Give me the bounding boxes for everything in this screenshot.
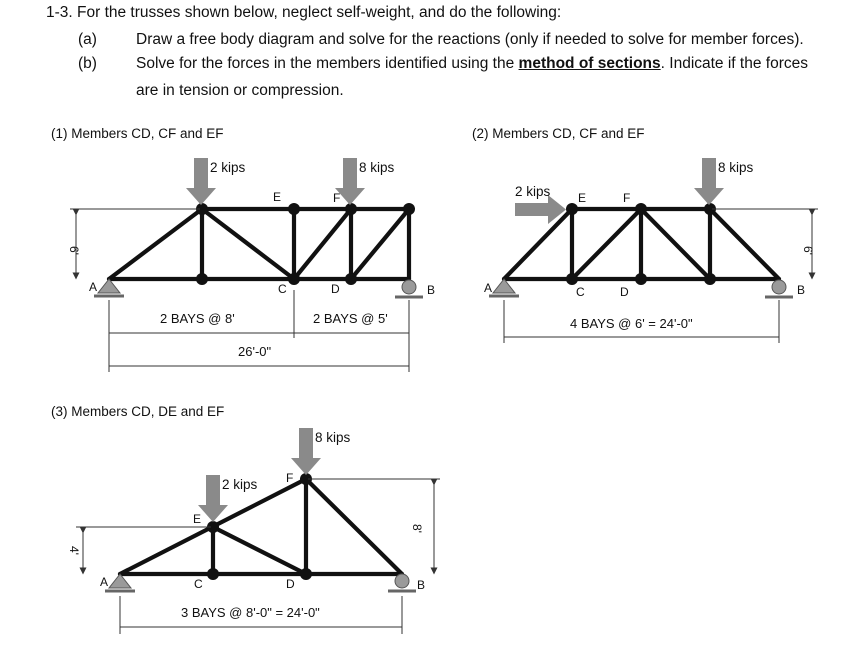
truss-3-node-d-label: D	[286, 577, 295, 591]
truss-1-node-e-label: E	[273, 190, 282, 204]
part-a-text: Draw a free body diagram and solve for the reactions (only if needed to solve for member forces).	[136, 31, 804, 48]
truss-3-right-height-label: 8'	[410, 524, 424, 533]
truss-2-members	[504, 209, 779, 279]
joint	[403, 203, 415, 215]
truss-2-vertical-load-label: 8 kips	[718, 160, 754, 175]
truss-1-node-f-label: F	[333, 191, 341, 205]
truss-2-pin-support-a	[489, 279, 519, 296]
truss-2	[472, 126, 818, 343]
joint-f	[345, 203, 357, 215]
joint-c	[566, 273, 578, 285]
truss-1-node-d-label: D	[331, 282, 340, 296]
truss-1-load-left-label: 2 kips	[210, 160, 246, 175]
truss-2-node-f-label: F	[623, 191, 631, 205]
truss-1-member-a-top	[109, 209, 202, 279]
part-b-label: (b)	[78, 55, 97, 72]
part-b-text-1: Solve for the forces in the members identified using the	[136, 55, 519, 72]
truss-3-top-chord-right	[306, 479, 402, 574]
truss-2-horizontal-load-label: 2 kips	[515, 184, 551, 199]
truss-2-node-b-label: B	[797, 283, 806, 297]
part-b-text-3: are in tension or compression.	[136, 82, 344, 99]
truss-2-node-d-label: D	[620, 285, 629, 299]
truss-3-pin-support-a	[105, 574, 135, 591]
truss-3-node-c-label: C	[194, 577, 203, 591]
joint-e	[566, 203, 578, 215]
joint-e	[288, 203, 300, 215]
truss-1-members	[109, 209, 409, 279]
truss-2-title: (2) Members CD, CF and EF	[472, 126, 645, 141]
joint-c	[288, 273, 300, 285]
joint	[704, 273, 716, 285]
truss-3-load-top-label: 8 kips	[315, 430, 351, 445]
truss-1-bays-right-label: 2 BAYS @ 5'	[313, 311, 388, 326]
truss-3-member-de	[213, 527, 306, 574]
truss-2-member-cf	[572, 209, 641, 279]
truss-1-height-label: 6'	[67, 246, 81, 255]
truss-1-load-right-label: 8 kips	[359, 160, 395, 175]
truss-2-node-e-label: E	[578, 191, 587, 205]
part-b-text-2: . Indicate if the forces	[660, 55, 808, 72]
truss-2-roller-support-b	[765, 280, 793, 297]
truss-3-bays-label: 3 BAYS @ 8'-0" = 24'-0"	[181, 605, 320, 620]
truss-1-diagonal-right	[351, 209, 409, 279]
truss-1-title: (1) Members CD, CF and EF	[51, 126, 224, 141]
truss-2-diagonal	[641, 209, 710, 279]
truss-1-node-a-label: A	[89, 280, 98, 294]
truss-1-node-b-label: B	[427, 283, 436, 297]
joint-d	[300, 568, 312, 580]
truss-3-load-left-label: 2 kips	[222, 477, 258, 492]
truss-2-bays-label: 4 BAYS @ 6' = 24'-0"	[570, 316, 693, 331]
joint-c	[207, 568, 219, 580]
truss-3-roller-support-b	[388, 574, 416, 591]
truss-1-roller-support-b	[395, 280, 423, 297]
truss-2-horizontal-load-arrow	[515, 195, 566, 224]
truss-2-node-c-label: C	[576, 285, 585, 299]
truss-3-left-height-dimension	[76, 527, 211, 571]
truss-2-height-label: 6'	[801, 246, 815, 255]
part-a-label: (a)	[78, 31, 97, 48]
truss-3-node-a-label: A	[100, 575, 109, 589]
truss-1-node-c-label: C	[278, 282, 287, 296]
truss-1	[51, 126, 435, 372]
joint-f	[635, 203, 647, 215]
truss-1-total-span-label: 26'-0"	[238, 344, 272, 359]
joint-d	[635, 273, 647, 285]
truss-1-pin-support-a	[94, 279, 124, 296]
truss-3-node-b-label: B	[417, 578, 426, 592]
truss-1-height-dimension	[70, 209, 200, 276]
joint	[196, 273, 208, 285]
joint-d	[345, 273, 357, 285]
truss-2-member-ae	[504, 209, 572, 279]
truss-3-node-f-label: F	[286, 471, 294, 485]
truss-2-member-right-top	[710, 209, 779, 279]
truss-1-bay-dimensions	[109, 290, 409, 372]
truss-3-left-height-label: 4'	[67, 546, 81, 555]
truss-1-bays-left-label: 2 BAYS @ 8'	[160, 311, 235, 326]
method-of-sections-emphasis: method of sections	[518, 55, 661, 72]
truss-3-title: (3) Members CD, DE and EF	[51, 404, 225, 419]
truss-1-diagonal-1	[202, 209, 294, 279]
problem-intro: 1-3. For the trusses shown below, neglect self-weight, and do the following:	[46, 4, 562, 21]
truss-2-node-a-label: A	[484, 281, 493, 295]
truss-1-member-cf	[294, 209, 351, 279]
truss-3	[51, 404, 440, 634]
truss-3-node-e-label: E	[193, 512, 202, 526]
